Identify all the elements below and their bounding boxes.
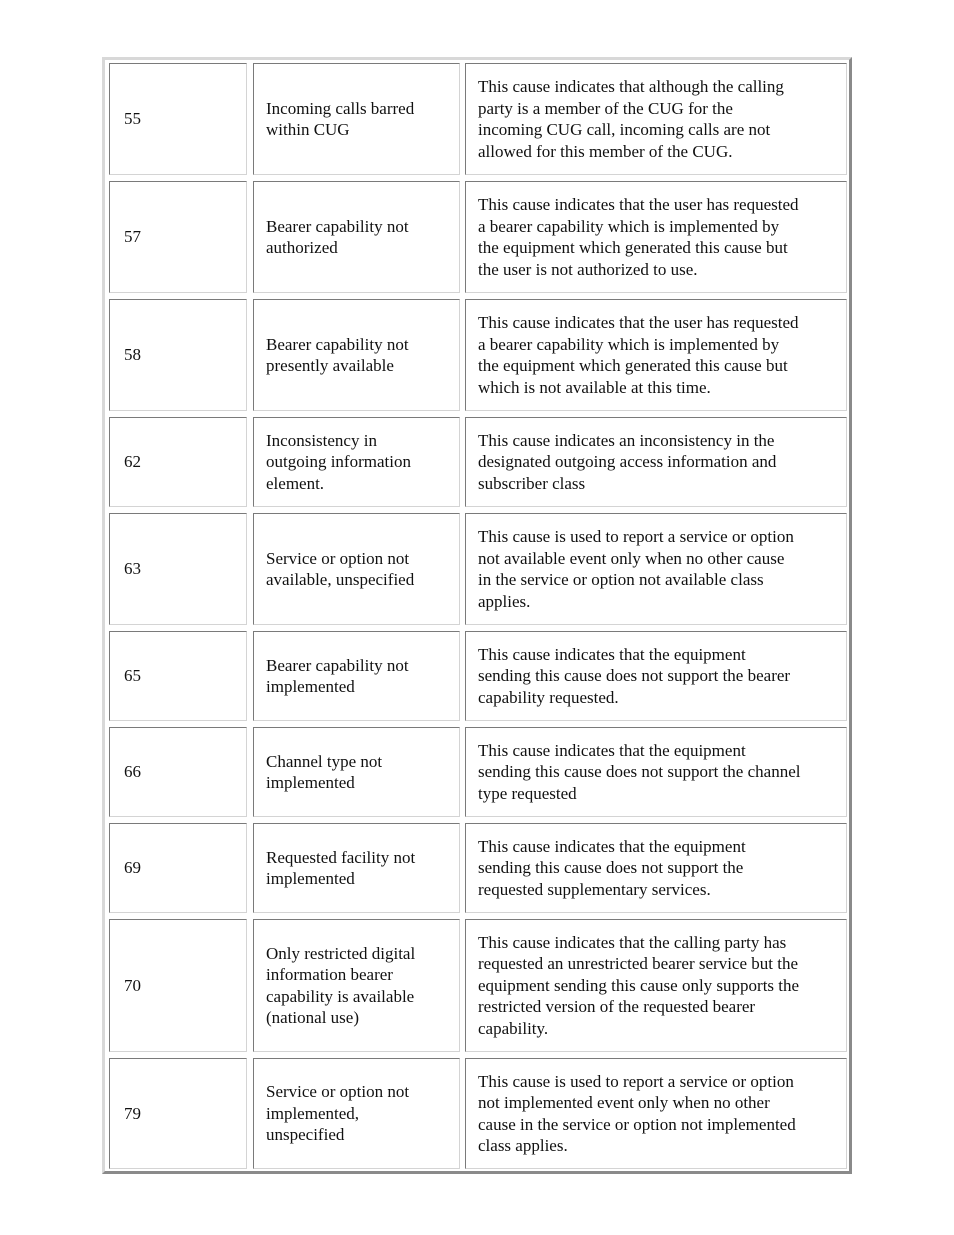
cause-code-cell: 58 xyxy=(109,299,247,411)
cause-name-cell: Only restricted digital information bearer capability is available (national use) xyxy=(253,919,460,1052)
cause-code-cell: 70 xyxy=(109,919,247,1052)
cause-description-cell: This cause indicates that the equipment sending this cause does not support the channel type requested xyxy=(465,727,847,817)
cause-code-cell: 55 xyxy=(109,63,247,175)
cause-name-cell: Channel type not implemented xyxy=(253,727,460,817)
cause-description-cell: This cause is used to report a service or option not implemented event only when no other cause in the service or option not implemented class applies. xyxy=(465,1058,847,1169)
cause-description-cell: This cause indicates that the equipment sending this cause does not support the bearer capability requested. xyxy=(465,631,847,721)
cause-description-cell: This cause indicates that the user has requested a bearer capability which is implemented by the equipment which generated this cause but which is not available at this time. xyxy=(465,299,847,411)
cause-description-cell: This cause indicates that the calling party has requested an unrestricted bearer service but the equipment sending this cause only supports the restricted version of the requested bearer capability. xyxy=(465,919,847,1052)
cause-name-cell: Inconsistency in outgoing information element. xyxy=(253,417,460,507)
cause-description-cell: This cause indicates that the user has requested a bearer capability which is implemented by the equipment which generated this cause but the user is not authorized to use. xyxy=(465,181,847,293)
cause-code-cell: 65 xyxy=(109,631,247,721)
cause-code-cell: 69 xyxy=(109,823,247,913)
cause-code-cell: 66 xyxy=(109,727,247,817)
cause-code-cell: 57 xyxy=(109,181,247,293)
cause-code-cell: 62 xyxy=(109,417,247,507)
cause-name-cell: Requested facility not implemented xyxy=(253,823,460,913)
cause-name-cell: Service or option not implemented, unspecified xyxy=(253,1058,460,1169)
cause-code-cell: 79 xyxy=(109,1058,247,1169)
cause-description-cell: This cause indicates that the equipment sending this cause does not support the requested supplementary services. xyxy=(465,823,847,913)
cause-name-cell: Bearer capability not presently available xyxy=(253,299,460,411)
cause-code-cell: 63 xyxy=(109,513,247,625)
cause-description-cell: This cause indicates an inconsistency in the designated outgoing access information and subscriber class xyxy=(465,417,847,507)
cause-code-table xyxy=(102,57,852,1174)
cause-name-cell: Bearer capability not authorized xyxy=(253,181,460,293)
cause-name-cell: Service or option not available, unspecified xyxy=(253,513,460,625)
cause-description-cell: This cause indicates that although the calling party is a member of the CUG for the incoming CUG call, incoming calls are not allowed for this member of the CUG. xyxy=(465,63,847,175)
cause-description-cell: This cause is used to report a service or option not available event only when no other cause in the service or option not available class applies. xyxy=(465,513,847,625)
cause-name-cell: Incoming calls barred within CUG xyxy=(253,63,460,175)
cause-name-cell: Bearer capability not implemented xyxy=(253,631,460,721)
